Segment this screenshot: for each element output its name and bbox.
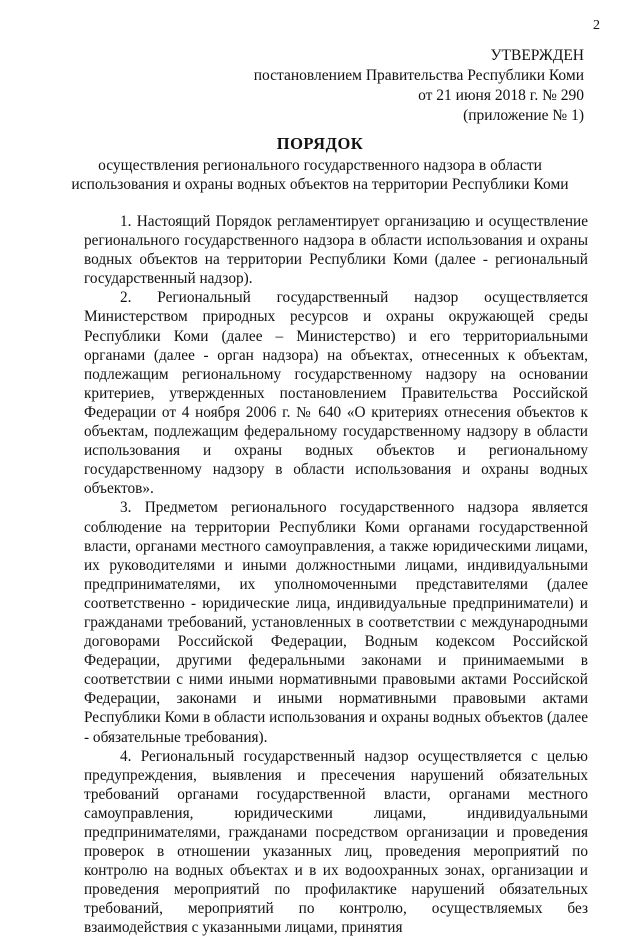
document-title-block (60, 134, 580, 194)
approval-appendix: (приложение № 1) (463, 107, 584, 124)
paragraph-1: 1. Настоящий Порядок регламентирует организацию и осуществление регионального государственного надзора в области использования и охраны водных объектов на территории Республики Коми (далее - региональный государственный надзор). (84, 213, 588, 288)
subtitle-line-1: осуществления регионального государственного надзора в области (98, 157, 542, 174)
document-subtitle (60, 156, 580, 194)
approval-decree: постановлением Правительства Республики Коми (253, 67, 584, 84)
subtitle-line-2: использования и охраны водных объектов на территории Республики Коми (71, 176, 569, 193)
approval-heading: УТВЕРЖДЕН (490, 47, 584, 64)
approval-stamp (254, 46, 584, 126)
page-number: 2 (593, 18, 600, 33)
paragraph-3: 3. Предметом регионального государственного надзора является соблюдение на территории Республики Коми органами государственной власти, органами местного самоуправления, а также юридическими лицами, их руководителями и иными должностными лицами, индивидуальными предпринимателями, их уполномоченными представителями (далее соответственно - юридические лица, индивидуальные предприниматели) и гражданами требований, установленных в соответствии с международными договорами Российской Федерации, Водным кодексом Российской Федерации, другими федеральными законами и принимаемыми в соответствии с ними иными нормативными правовыми актами Российской Федерации, законами и иными нормативными правовыми актами Республики Коми в области использования и охраны водных объектов (далее - обязательные требования). (84, 499, 588, 746)
document-body (84, 210, 588, 938)
approval-date: от 21 июня 2018 г. № 290 (418, 87, 584, 104)
paragraph-2: 2. Региональный государственный надзор осуществляется Министерством природных ресурсов и охраны окружающей среды Республики Коми (далее – Министерство) и его территориальными органами (далее - орган надзора) на объектах, отнесенных к объектам, подлежащим региональному государственному надзору на основании критериев, утвержденных постановлением Правительства Российской Федерации от 4 ноября 2006 г. № 640 «О критериях отнесения объектов к объектам, подлежащим федеральному государственному надзору в области использования и охраны водных объектов и региональному государственному надзору в области использования и охраны водных объектов». (84, 289, 588, 498)
paragraph-4: 4. Региональный государственный надзор осуществляется с целью предупреждения, выявления и пресечения нарушений обязательных требований органами государственной власти, органами местного самоуправления, юридическими лицами, индивидуальными предпринимателями, гражданами посредством организации и проведения проверок в отношении указанных лиц, проведения мероприятий по контролю на водных объектах и в их водоохранных зонах, организации и проведения мероприятий по профилактике нарушений обязательных требований, мероприятий по контролю, осуществляемых без взаимодействия с указанными лицами, принятия (84, 747, 588, 937)
document-title: ПОРЯДОК (276, 134, 364, 153)
